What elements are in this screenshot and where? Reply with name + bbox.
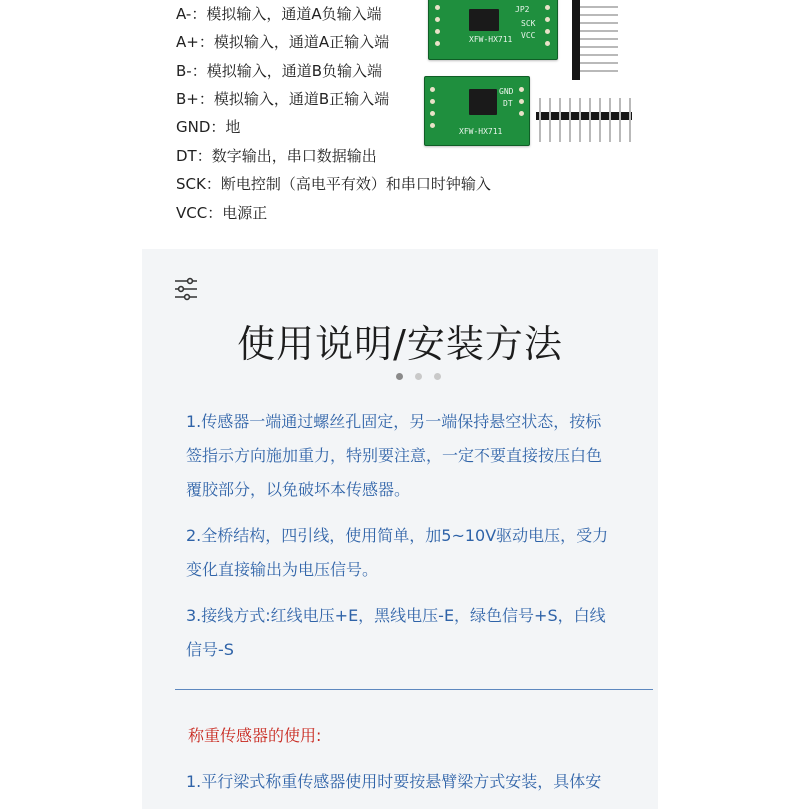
- silk-jp2: JP2: [515, 5, 530, 14]
- pin-row-a-plus: A+：模拟输入，通道A正输入端: [176, 33, 390, 51]
- paragraph-2-line-2: 变化直接输出为电压信号。: [186, 560, 379, 579]
- hx711-board-top: [428, 0, 558, 60]
- pin-row-b-minus: B-：模拟输入，通道B负输入端: [176, 62, 382, 80]
- paragraph-3-line-2: 信号-S: [186, 640, 234, 659]
- silk-model-top: XFW-HX711: [469, 35, 513, 44]
- silk-gnd: GND: [499, 87, 514, 96]
- paragraph-1-line-1: 1.传感器一端通过螺丝孔固定，另一端保持悬空状态，按标: [186, 412, 602, 431]
- section-divider: [175, 689, 653, 690]
- pin-row-a-minus: A-：模拟输入，通道A负输入端: [176, 5, 382, 23]
- pin-header-vertical: [572, 0, 618, 82]
- silk-sck: SCK: [521, 19, 536, 28]
- pin-row-sck: SCK：断电控制（高电平有效）和串口时钟输入: [176, 175, 491, 193]
- card-title: 使用说明/安装方法: [237, 322, 563, 366]
- carousel-dot-3[interactable]: [434, 373, 441, 380]
- instruction-paragraph-1: [186, 405, 634, 507]
- paragraph-2-line-1: 2.全桥结构，四引线，使用简单，加5~10V驱动电压，受力: [186, 526, 609, 545]
- paragraph-1-line-2: 签指示方向施加重力，特别要注意，一定不要直接按压白色: [186, 446, 603, 465]
- filter-sliders-icon[interactable]: [174, 277, 198, 301]
- instruction-paragraph-2: [186, 519, 634, 587]
- instructions-card: [142, 249, 658, 809]
- silk-vcc: VCC: [521, 31, 536, 40]
- silk-dt: DT: [503, 99, 513, 108]
- pin-row-vcc: VCC：电源正: [176, 204, 268, 222]
- silk-model-bottom: XFW-HX711: [459, 127, 503, 136]
- hx711-board-bottom: [424, 76, 530, 146]
- section-paragraph-1: 1.平行梁式称重传感器使用时要按悬臂梁方式安装，具体安: [186, 772, 602, 791]
- pin-row-dt: DT：数字输出，串口数据输出: [176, 147, 377, 165]
- carousel-dot-2[interactable]: [415, 373, 422, 380]
- instruction-paragraph-3: [186, 599, 634, 667]
- section-heading: 称重传感器的使用:: [188, 726, 322, 745]
- paragraph-1-line-3: 覆胶部分，以免破坏本传感器。: [186, 480, 411, 499]
- pin-row-gnd: GND：地: [176, 118, 241, 136]
- pin-header-horizontal: [536, 98, 636, 142]
- carousel-dot-1[interactable]: [396, 373, 403, 380]
- pin-row-b-plus: B+：模拟输入，通道B正输入端: [176, 90, 390, 108]
- paragraph-3-line-1: 3.接线方式:红线电压+E，黑线电压-E，绿色信号+S，白线: [186, 606, 606, 625]
